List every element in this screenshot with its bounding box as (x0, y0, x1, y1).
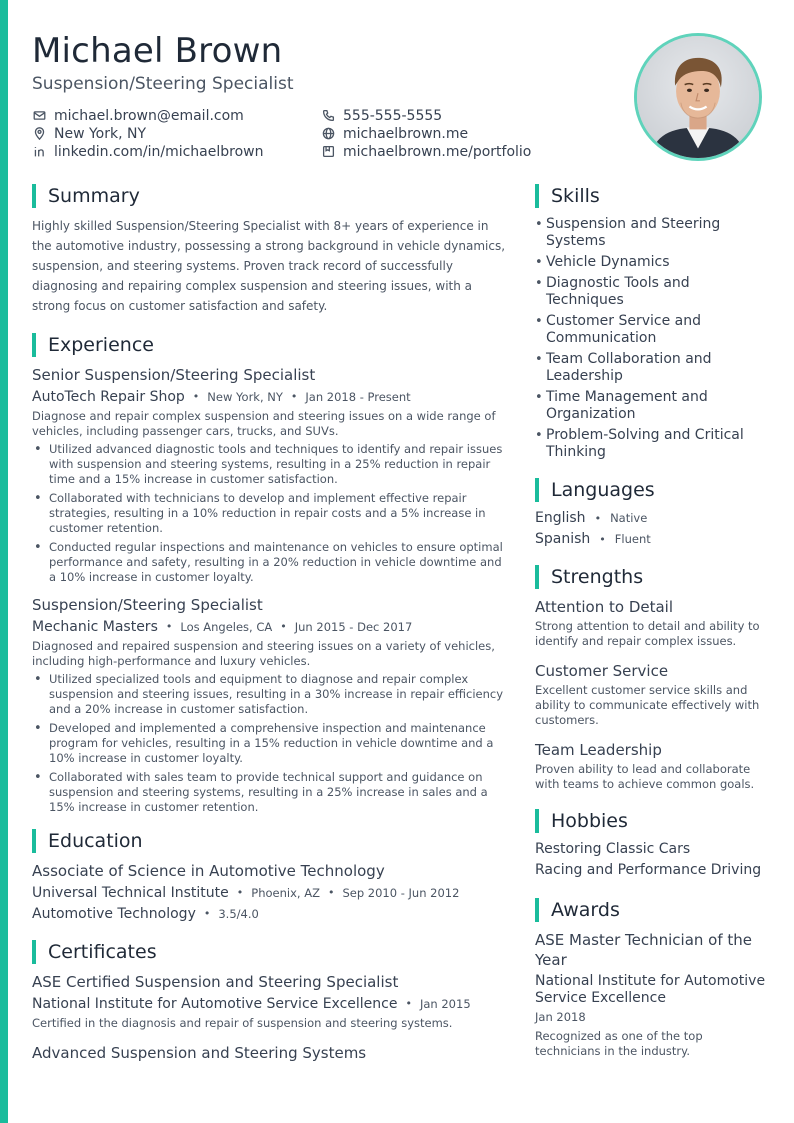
certificate-title: ASE Certified Suspension and Steering Specialist (32, 973, 399, 991)
separator-dot: • (405, 997, 412, 1010)
education-degree: Associate of Science in Automotive Technology (32, 862, 385, 880)
location-pin-icon (32, 127, 46, 141)
certificate-date: Jan 2015 (419, 997, 471, 1011)
contact-phone[interactable] (321, 107, 621, 124)
main-column (32, 184, 508, 1063)
award-date: Jan 2018 (535, 1010, 586, 1024)
strengths-heading: Strengths (535, 565, 767, 589)
contact-list (32, 107, 622, 160)
award-organization: National Institute for Automotive Service Excellence (535, 973, 766, 1006)
job-entry (32, 365, 508, 585)
education-school: Universal Technical Institute (32, 885, 229, 901)
candidate-title: Suspension/Steering Specialist (32, 74, 294, 94)
hobby-item: Racing and Performance Driving (535, 862, 762, 878)
job-company: Mechanic Masters (32, 619, 158, 635)
job-bullets (32, 672, 508, 815)
separator-dot: • (203, 907, 211, 920)
job-company: AutoTech Repair Shop (32, 389, 185, 405)
job-title: Suspension/Steering Specialist (32, 596, 263, 614)
skill-item: • Customer Service and Communication (535, 313, 767, 347)
education-gpa: 3.5/4.0 (218, 907, 259, 921)
contact-linkedin[interactable] (32, 143, 321, 160)
award-description: Recognized as one of the top technicians in the industry. (535, 1029, 703, 1058)
skill-item: • Problem-Solving and Critical Thinking (535, 427, 767, 461)
skills-heading: Skills (535, 184, 767, 208)
separator-dot: • (165, 620, 173, 633)
language-name: Spanish (535, 531, 591, 547)
portfolio-icon (321, 145, 335, 159)
job-bullet: • Utilized specialized tools and equipment to diagnose and repair complex suspension and steering issues, resulting in a 30% increase in repair efficiency and a 20% increase in customer satisfaction. (32, 672, 508, 717)
job-description: Diagnose and repair complex suspension and steering issues on a wide range of vehicles, including passenger cars, trucks, and SUVs. (32, 409, 496, 438)
website-text: michaelbrown.me (343, 125, 469, 142)
job-bullet: • Conducted regular inspections and maintenance on vehicles to ensure optimal performance and safety, resulting in a 20% reduction in vehicle downtime and a 10% increase in customer loyalty. (32, 540, 508, 585)
certificate-issuer: National Institute for Automotive Service Excellence (32, 996, 398, 1012)
education-field: Automotive Technology (32, 906, 196, 922)
separator-dot: • (594, 512, 602, 525)
awards-heading: Awards (535, 898, 767, 922)
separator-dot: • (327, 886, 335, 899)
skill-item: • Vehicle Dynamics (535, 254, 767, 271)
resume-header (32, 30, 622, 160)
strength-description: Strong attention to detail and ability to identify and repair complex issues. (535, 619, 760, 648)
contact-website[interactable] (321, 125, 621, 142)
email-text: michael.brown@email.com (54, 107, 244, 124)
portfolio-text: michaelbrown.me/portfolio (343, 143, 532, 160)
job-meta (32, 618, 508, 636)
skill-item: • Time Management and Organization (535, 389, 767, 423)
phone-icon (321, 109, 335, 123)
language-level: Native (610, 511, 648, 525)
award-title: ASE Master Technician of the Year (535, 931, 753, 969)
accent-bar (0, 0, 8, 1123)
job-bullet: • Utilized advanced diagnostic tools and techniques to identify and repair issues with suspension and steering systems, resulting in a 25% reduction in repair time and a 15% increase in customer satisfaction. (32, 442, 508, 487)
contact-location (32, 125, 321, 142)
strength-description: Excellent customer service skills and ability to communicate effectively with customers. (535, 683, 760, 727)
language-name: English (535, 510, 586, 526)
education-location: Phoenix, AZ (251, 886, 320, 900)
separator-dot: • (236, 886, 244, 899)
language-level: Fluent (614, 532, 651, 546)
summary-text: Highly skilled Suspension/Steering Specialist with 8+ years of experience in the automotive industry, possessing a strong background in vehicle dynamics, suspension, and steering systems. Proven track record of successfully diagnosing and repairing complex suspension and steering issues, with a strong focus on customer satisfaction and safety. (32, 219, 506, 313)
job-dates: Jun 2015 - Dec 2017 (294, 620, 413, 634)
education-heading: Education (32, 829, 508, 853)
education-dates: Sep 2010 - Jun 2012 (342, 886, 460, 900)
job-meta (32, 388, 508, 406)
job-bullet: • Developed and implemented a comprehensive inspection and maintenance program for vehicles, resulting in a 15% reduction in vehicle downtime and a 10% increase in customer loyalty. (32, 721, 508, 766)
experience-heading: Experience (32, 333, 508, 357)
skills-list (535, 216, 767, 461)
globe-icon (321, 127, 335, 141)
certificates-heading: Certificates (32, 940, 508, 964)
hobby-item: Restoring Classic Cars (535, 841, 691, 857)
job-bullet: • Collaborated with sales team to provide technical support and guidance on suspension and steering systems, resulting in a 25% increase in sales and a 15% increase in customer retention. (32, 770, 508, 815)
avatar (634, 33, 762, 161)
contact-email[interactable] (32, 107, 321, 124)
strength-title: Customer Service (535, 662, 669, 680)
separator-dot: • (290, 390, 298, 403)
certificate-title: Advanced Suspension and Steering Systems (32, 1044, 367, 1062)
certificate-meta (32, 995, 508, 1013)
skill-item: • Suspension and Steering Systems (535, 216, 767, 250)
job-location: New York, NY (207, 390, 283, 404)
linkedin-text: linkedin.com/in/michaelbrown (54, 143, 264, 160)
job-title: Senior Suspension/Steering Specialist (32, 366, 316, 384)
avatar-portrait (637, 36, 759, 158)
contact-portfolio[interactable] (321, 143, 621, 160)
education-meta (32, 884, 508, 902)
linkedin-icon (32, 145, 46, 159)
strength-description: Proven ability to lead and collaborate with teams to achieve common goals. (535, 762, 755, 791)
language-item (535, 531, 767, 548)
languages-heading: Languages (535, 478, 767, 502)
candidate-name: Michael Brown (32, 31, 283, 71)
phone-text: 555-555-5555 (343, 107, 443, 124)
location-text: New York, NY (54, 125, 147, 142)
summary-heading: Summary (32, 184, 508, 208)
skill-item: • Team Collaboration and Leadership (535, 351, 767, 385)
separator-dot: • (192, 390, 200, 403)
certificate-description: Certified in the diagnosis and repair of suspension and steering systems. (32, 1016, 453, 1030)
job-bullets (32, 442, 508, 585)
job-bullet: • Collaborated with technicians to develop and implement effective repair strategies, resulting in a 10% reduction in repair costs and a 5% increase in customer retention. (32, 491, 508, 536)
job-entry (32, 595, 508, 815)
hobbies-heading: Hobbies (535, 809, 767, 833)
job-description: Diagnosed and repaired suspension and steering issues on a variety of vehicles, including high-performance and luxury vehicles. (32, 639, 495, 668)
job-location: Los Angeles, CA (180, 620, 273, 634)
strength-title: Attention to Detail (535, 598, 674, 616)
strength-title: Team Leadership (535, 741, 662, 759)
skill-item: • Diagnostic Tools and Techniques (535, 275, 767, 309)
separator-dot: • (599, 533, 606, 546)
mail-icon (32, 109, 46, 123)
separator-dot: • (280, 620, 287, 633)
language-item (535, 510, 767, 527)
education-field-row (32, 905, 508, 923)
job-dates: Jan 2018 - Present (305, 390, 411, 404)
side-column (535, 184, 767, 1059)
